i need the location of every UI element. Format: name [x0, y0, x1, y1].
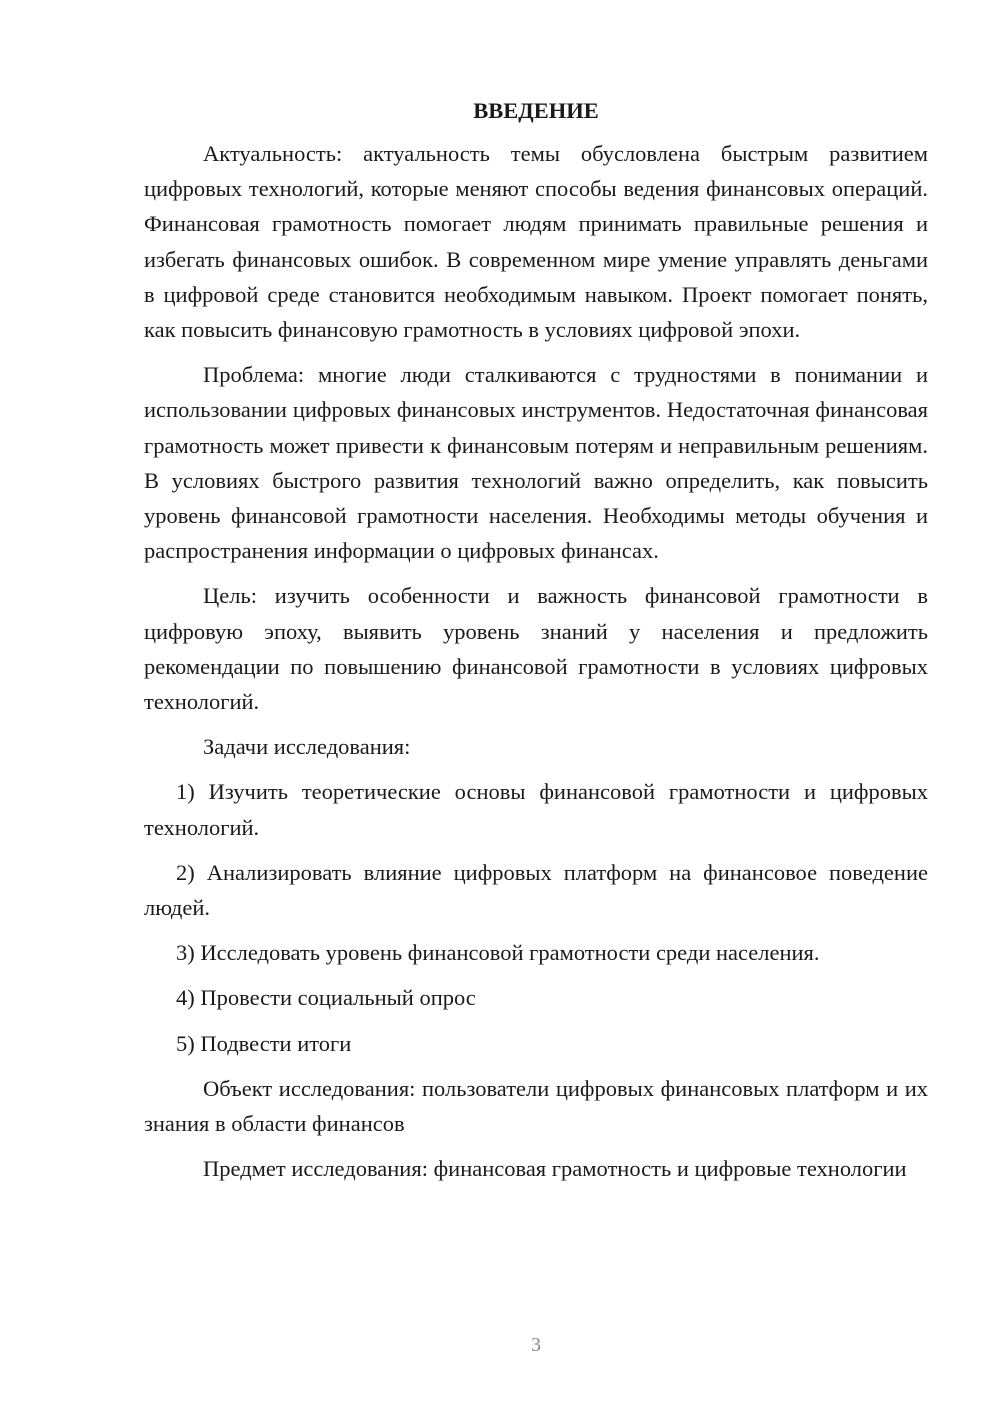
task-item: 1) Изучить теоретические основы финансовой грамотности и цифровых технологий. [144, 779, 928, 840]
research-subject-paragraph: Предмет исследования: финансовая грамотность и цифровые технологии [203, 1156, 907, 1182]
problem-paragraph: Проблема: многие люди сталкиваются с трудностями в понимании и использовании цифровых финансовых инструментов. Недостаточная финансовая грамотность может привести к финансовым потерям и неправильным решениям. В условиях быстрого развития технологий важно определить, как повысить уровень финансовой грамотности населения. Необходимы методы обучения и распространения информации о цифровых финансах. [144, 362, 928, 564]
page-content [144, 93, 928, 1196]
task-item: 5) Подвести итоги [176, 1030, 352, 1056]
research-object-paragraph: Объект исследования: пользователи цифровых финансовых платформ и их знания в области финансов [144, 1075, 928, 1137]
page-number: 3 [531, 1334, 541, 1356]
section-title: ВВЕДЕНИЕ [473, 98, 599, 123]
task-item: 2) Анализировать влияние цифровых платформ на финансовое поведение людей. [144, 859, 928, 921]
goal-paragraph: Цель: изучить особенности и важность финансовой грамотности в цифровую эпоху, выявить уровень знаний у населения и предложить рекомендации по повышению финансовой грамотности в условиях цифровых технологий. [144, 583, 928, 715]
relevance-paragraph: Актуальность: актуальность темы обусловлена быстрым развитием цифровых технологий, которые меняют способы ведения финансовых операций. Финансовая грамотность помогает людям принимать правильные решения и избегать финансовых ошибок. В современном мире умение управлять деньгами в цифровой среде становится необходимым навыком. Проект помогает понять, как повысить финансовую грамотность в условиях цифровой эпохи. [144, 141, 928, 343]
tasks-heading: Задачи исследования: [203, 734, 411, 760]
task-item: 3) Исследовать уровень финансовой грамотности среди населения. [176, 940, 820, 966]
task-item: 4) Провести социальный опрос [176, 985, 476, 1011]
